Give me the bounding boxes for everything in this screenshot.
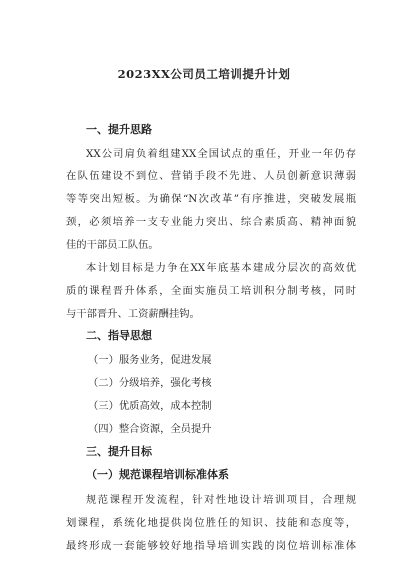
paragraph-line: 最终形成一套能够较好地指导培训实践的岗位培训标准体 <box>66 540 356 552</box>
section-heading-2: 二、指导思想 <box>86 329 152 342</box>
section-heading-1: 一、提升思路 <box>86 123 152 136</box>
paragraph-line: 等等突出短板。为确保“N次改革”有序推进，突破发展瓶 <box>66 193 356 205</box>
paragraph-line: 与干部晋升、工资薪酬挂钩。 <box>66 308 200 320</box>
paragraph-line: 划课程，系统化地提供岗位胜任的知识、技能和态度等， <box>66 517 356 529</box>
list-item: （三）优质高效，成本控制 <box>88 400 212 412</box>
paragraph-line: 本计划目标是力争在XX年底基本建成分层次的高效优 <box>86 262 356 274</box>
subsection-heading: （一）规范课程培训标准体系 <box>86 468 229 481</box>
section-heading-3: 三、提升目标 <box>86 445 152 458</box>
paragraph-line: 规范课程开发流程，针对性地设计培训项目，合理规 <box>86 494 356 506</box>
paragraph-line: 佳的干部员工队伍。 <box>66 239 159 251</box>
paragraph-line: 质的课程晋升体系，全面实施员工培训积分制考核，同时 <box>66 285 356 297</box>
paragraph-line: 在队伍建设不到位、营销手段不先进、人员创新意识薄弱 <box>66 170 356 182</box>
paragraph-line: 颈，必须培养一支专业能力突出、综合素质高、精神面貌 <box>66 216 356 228</box>
list-item: （二）分级培养，强化考核 <box>88 377 212 389</box>
list-item: （四）整合资源，全员提升 <box>88 423 212 435</box>
list-item: （一）服务业务，促进发展 <box>88 354 212 366</box>
document-title: 2023XX公司员工培训提升计划 <box>117 67 291 81</box>
paragraph-line: XX公司肩负着组建XX全国试点的重任，开业一年仍存 <box>86 148 356 160</box>
